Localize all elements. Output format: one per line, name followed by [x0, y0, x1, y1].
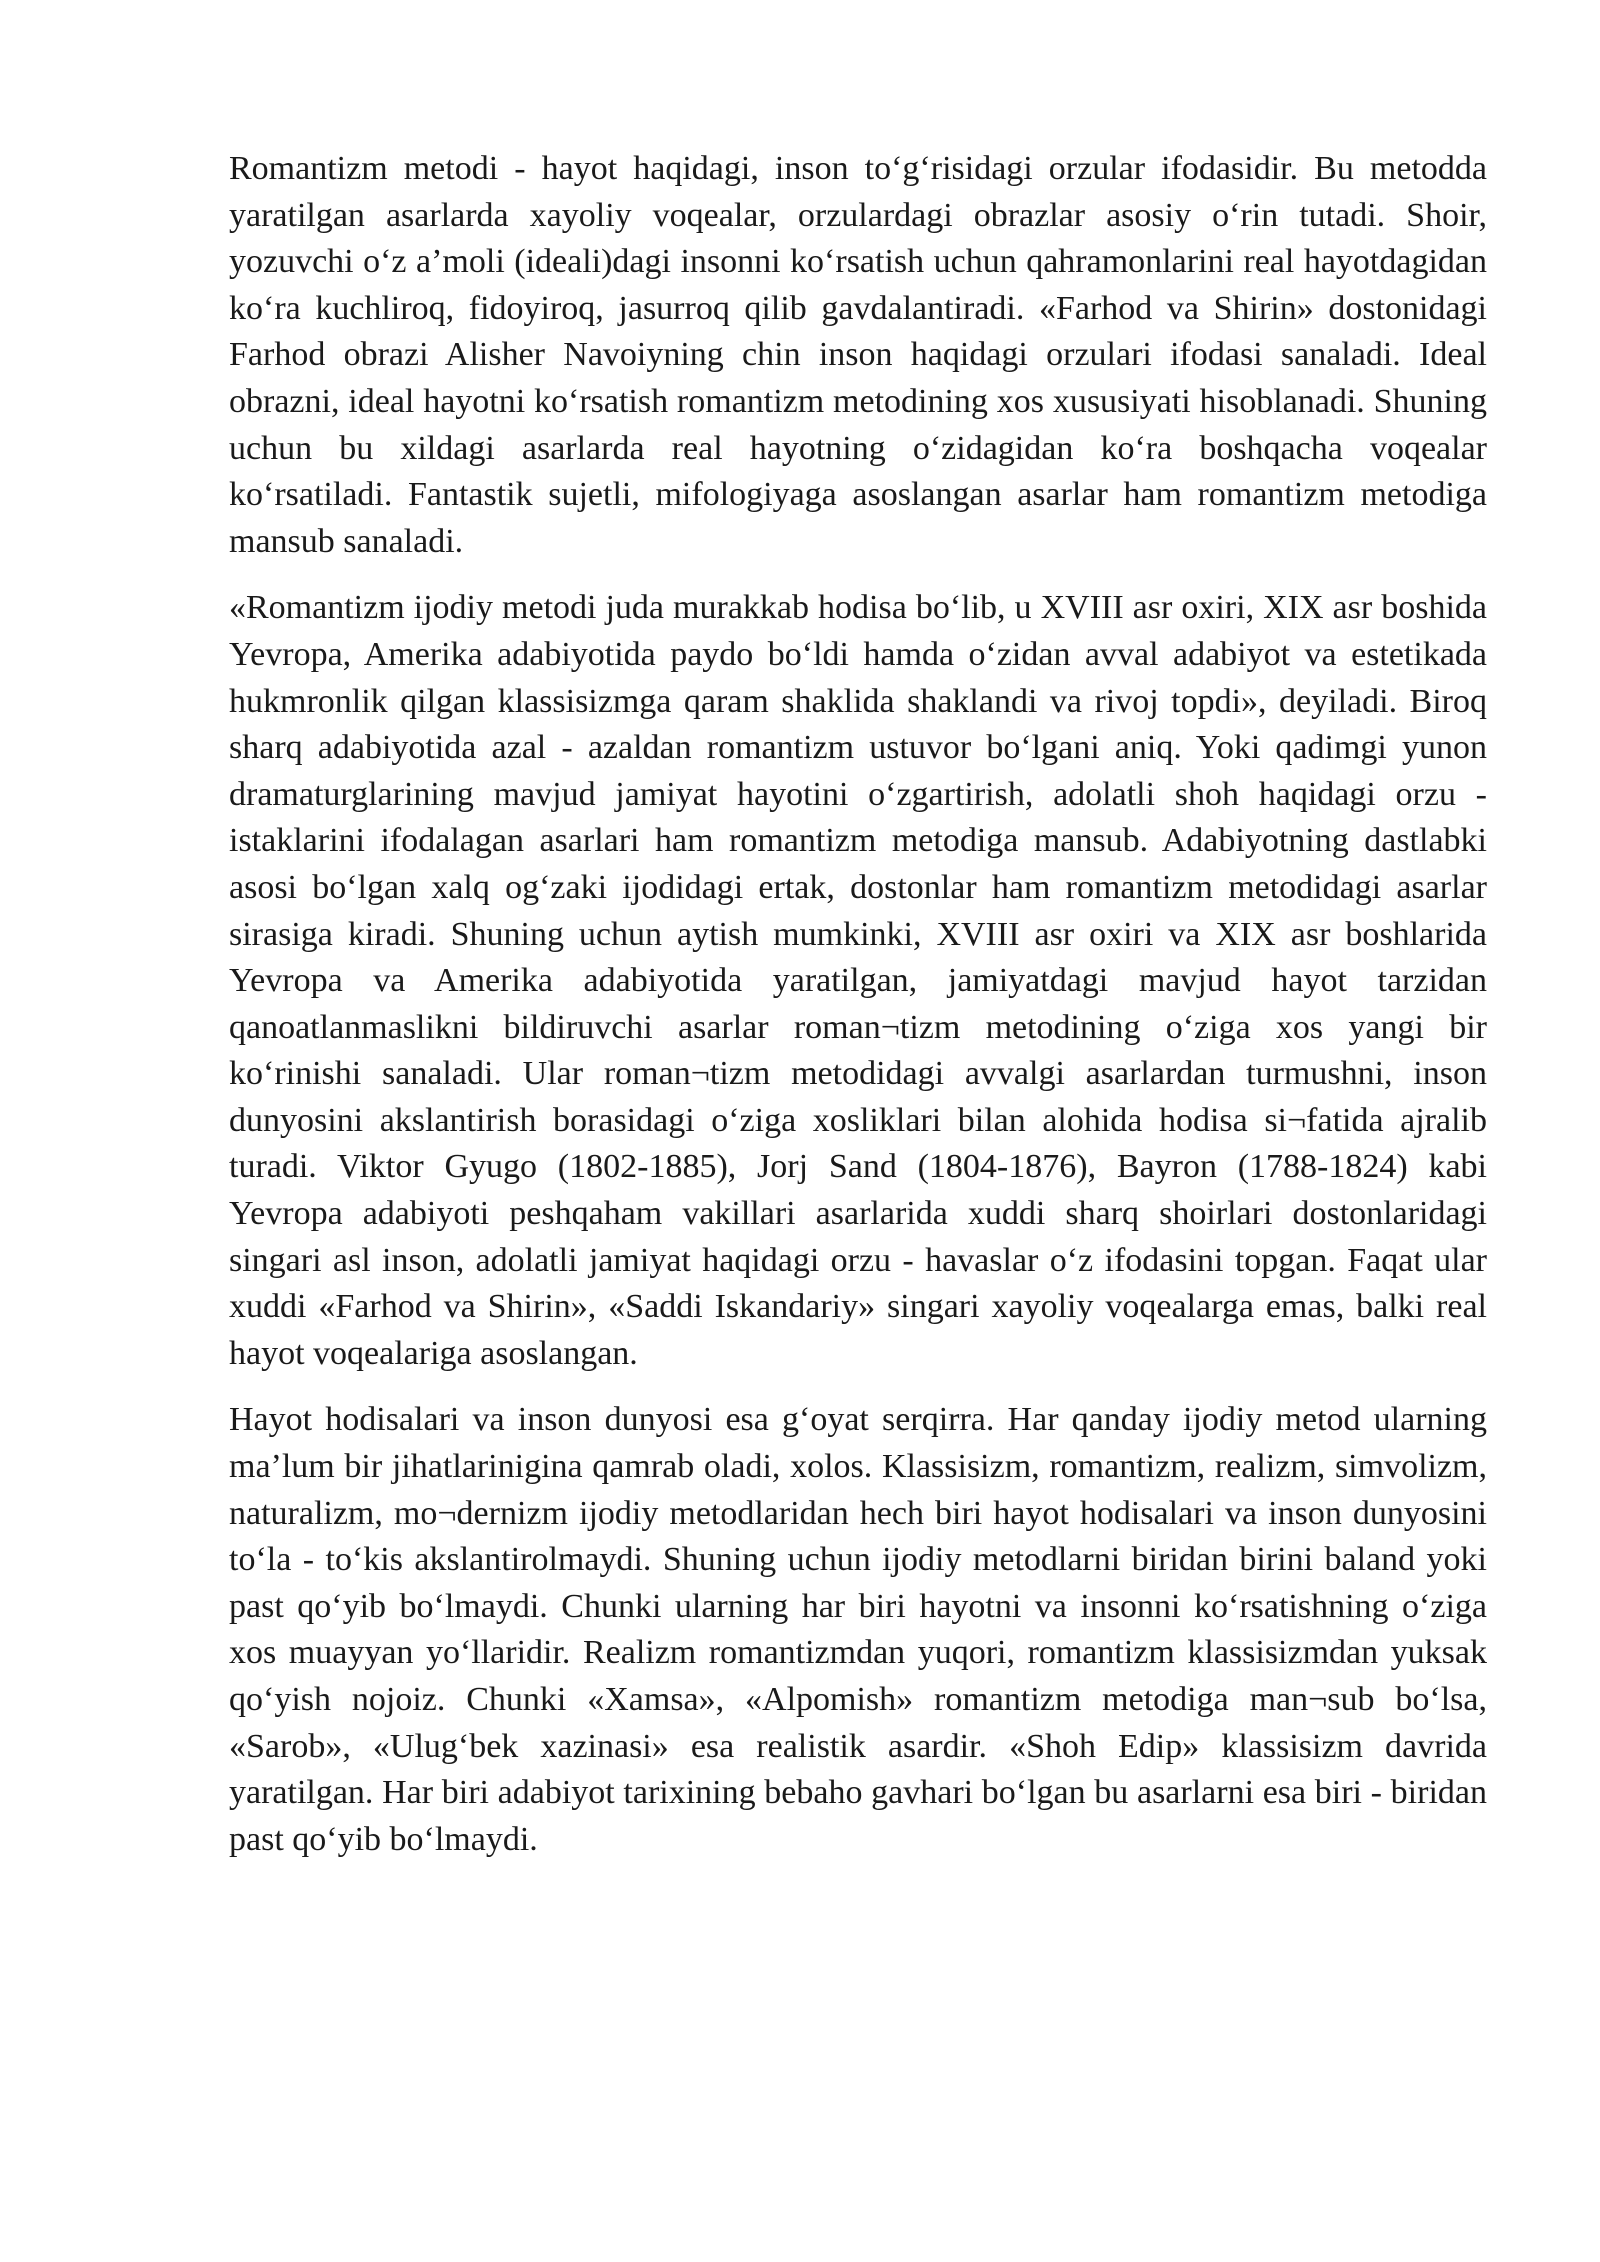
- paragraph-romantizm-history: «Romantizm ijodiy metodi juda murakkab hodisa bo‘lib, u XVIII asr oxiri, XIX asr boshida Yevropa, Amerika adabiyotida paydo bo‘ldi hamda o‘zidan avval adabiyot va estetikada hukmronlik qilgan klassisizmga qaram shaklida shaklandi va rivoj topdi», deyiladi. Biroq sharq adabiyotida azal - azaldan romantizm ustuvor bo‘lgani aniq. Yoki qadimgi yunon dramaturglarining mavjud jamiyat hayotini o‘zgartirish, adolatli shoh haqidagi orzu - istaklarini ifodalagan asarlari ham romantizm metodiga mansub. Adabiyotning dastlabki asosi bo‘lgan xalq og‘zaki ijodidagi ertak, dostonlar ham romantizm metodidagi asarlar sirasiga kiradi. Shuning uchun aytish mumkinki, XVIII asr oxiri va XIX asr boshlarida Yevropa va Amerika adabiyotida yaratilgan, jamiyatdagi mavjud hayot tarzidan qanoatlanmaslikni bildiruvchi asarlar roman¬tizm metodining o‘ziga xos yangi bir ko‘rinishi sanaladi. Ular roman¬tizm metodidagi avvalgi asarlardan turmushni, inson dunyosini akslantirish borasidagi o‘ziga xosliklari bilan alohida hodisa si¬fatida ajralib turadi. Viktor Gyugo (1802-1885), Jorj Sand (1804-1876), Bayron (1788-1824) kabi Yevropa adabiyoti peshqaham vakillari asarlarida xuddi sharq shoirlari dostonlaridagi singari asl inson, adolatli jamiyat haqidagi orzu - havaslar o‘z ifodasini topgan. Faqat ular xuddi «Farhod va Shirin», «Saddi Iskandariy» singari xayoliy voqealarga emas, balki real hayot voqealariga asoslangan.: [229, 589, 1487, 1372]
- paragraph-romantizm-definition: Romantizm metodi - hayot haqidagi, inson to‘g‘risidagi orzular ifodasidir. Bu metodda yaratilgan asarlarda xayoliy voqealar, orzulardagi obrazlar asosiy o‘rin tutadi. Shoir, yozuvchi o‘z a’moli (ideali)dagi insonni ko‘rsatish uchun qahramonlarini real hayotdagidan ko‘ra kuchliroq, fidoyiroq, jasurroq qilib gavdalantiradi. «Farhod va Shirin» dostonidagi Farhod obrazi Alisher Navoiyning chin inson haqidagi orzulari ifodasi sanaladi. Ideal obrazni, ideal hayotni ko‘rsatish romantizm metodining xos xususiyati hisoblanadi. Shuning uchun bu xildagi asarlarda real hayotning o‘zidagidan ko‘ra boshqacha voqealar ko‘rsatiladi. Fantastik sujetli, mifologiyaga asoslangan asarlar ham romantizm metodiga mansub sanaladi.: [229, 150, 1487, 560]
- document-body: [229, 146, 1487, 1883]
- paragraph-creative-methods: Hayot hodisalari va inson dunyosi esa g‘oyat serqirra. Har qanday ijodiy metod ularning ma’lum bir jihatlarinigina qamrab oladi, xolos. Klassisizm, romantizm, realizm, simvolizm, naturalizm, mo¬dernizm ijodiy metodlaridan hech biri hayot hodisalari va inson dunyosini to‘la - to‘kis akslantirolmaydi. Shuning uchun ijodiy metodlarni biridan birini baland yoki past qo‘yib bo‘lmaydi. Chunki ularning har biri hayotni va insonni ko‘rsatishning o‘ziga xos muayyan yo‘llaridir. Realizm romantizmdan yuqori, romantizm klassisizmdan yuksak qo‘yish nojoiz. Chunki «Xamsa», «Alpomish» romantizm metodiga man¬sub bo‘lsa, «Sarob», «Ulug‘bek xazinasi» esa realistik asardir. «Shoh Edip» klassisizm davrida yaratilgan. Har biri adabiyot tarixining bebaho gavhari bo‘lgan bu asarlarni esa biri - biridan past qo‘yib bo‘lmaydi.: [229, 1401, 1487, 1858]
